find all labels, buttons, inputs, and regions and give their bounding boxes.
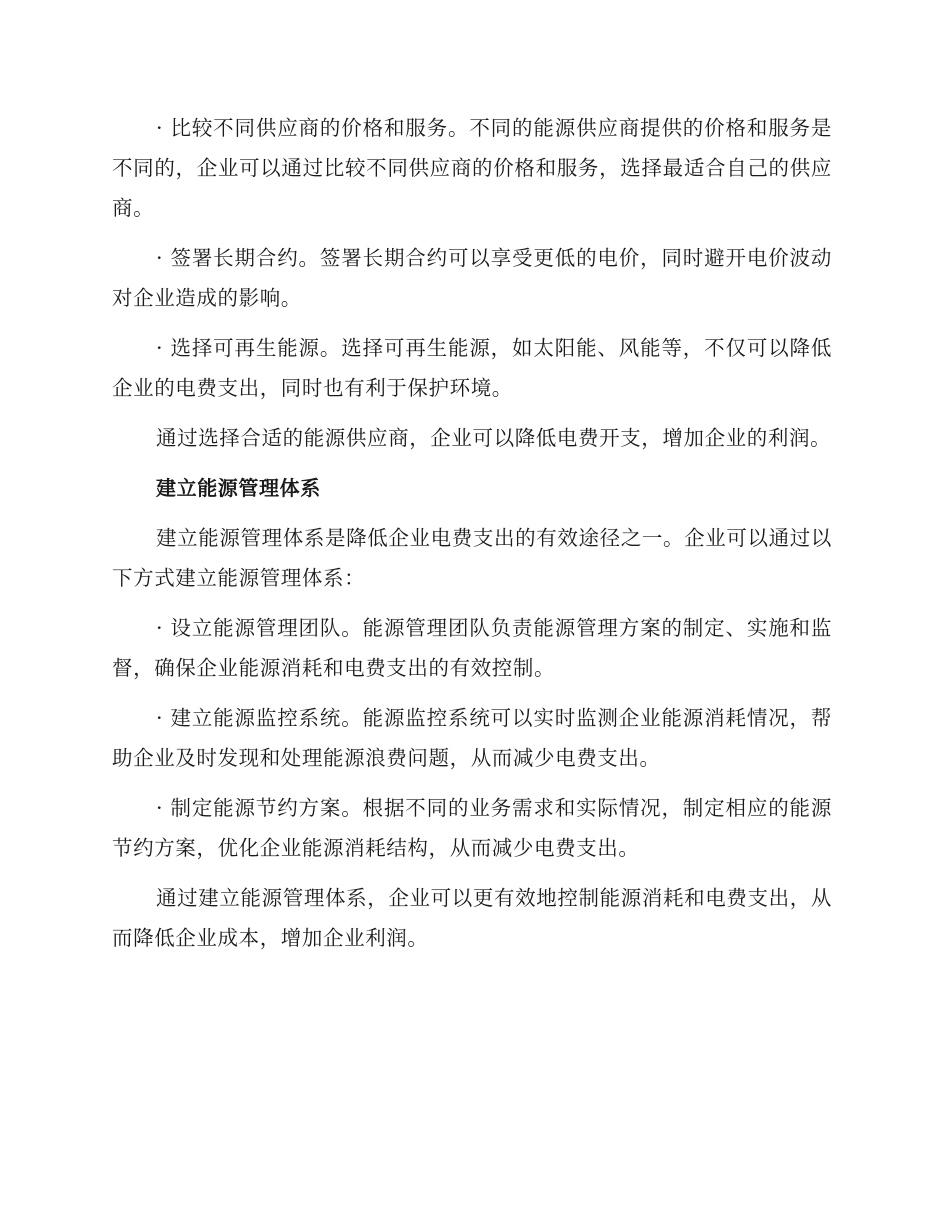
section-heading-energy-management: 建立能源管理体系 [156,476,321,500]
bullet-renewable-energy: · 选择可再生能源。选择可再生能源，如太阳能、风能等，不仅可以降低企业的电费支出，同时也有利于保护环境。 [112,336,832,400]
document-body [112,108,832,968]
bullet-energy-team: · 设立能源管理团队。能源管理团队负责能源管理方案的制定、实施和监督，确保企业能源消耗和电费支出的有效控制。 [112,616,832,680]
summary-supplier-selection: 通过选择合适的能源供应商，企业可以降低电费开支，增加企业的利润。 [156,426,832,450]
bullet-long-term-contract: · 签署长期合约。签署长期合约可以享受更低的电价，同时避开电价波动对企业造成的影响。 [112,246,832,310]
summary-energy-management: 通过建立能源管理体系，企业可以更有效地控制能源消耗和电费支出，从而降低企业成本，增加企业利润。 [112,886,832,950]
intro-energy-management: 建立能源管理体系是降低企业电费支出的有效途径之一。企业可以通过以下方式建立能源管理体系： [112,526,832,590]
bullet-monitoring-system: · 建立能源监控系统。能源监控系统可以实时监测企业能源消耗情况，帮助企业及时发现和处理能源浪费问题，从而减少电费支出。 [112,706,832,770]
bullet-saving-plan: · 制定能源节约方案。根据不同的业务需求和实际情况，制定相应的能源节约方案，优化企业能源消耗结构，从而减少电费支出。 [112,796,832,860]
bullet-compare-suppliers: · 比较不同供应商的价格和服务。不同的能源供应商提供的价格和服务是不同的，企业可以通过比较不同供应商的价格和服务，选择最适合自己的供应商。 [112,116,832,220]
